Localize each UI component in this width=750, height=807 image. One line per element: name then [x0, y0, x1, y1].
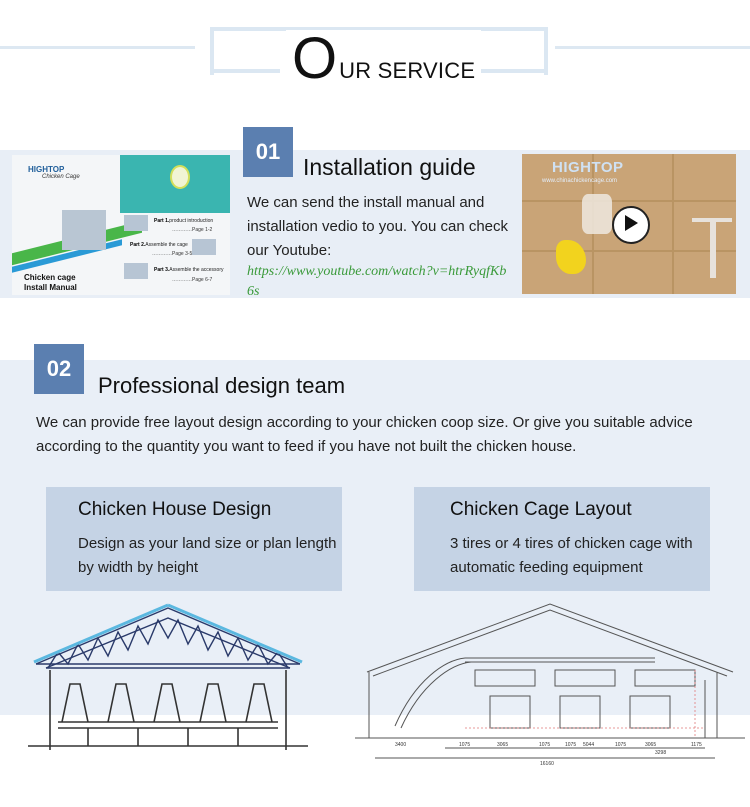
manual-title-line1: Chicken cage [24, 273, 76, 282]
dim-label: 3065 [497, 742, 509, 748]
section-title-install: Installation guide [303, 154, 476, 180]
header-rule-left [0, 46, 195, 49]
page-title-initial: O [292, 26, 338, 91]
cage-part-yellow [556, 240, 586, 274]
floor-grout [672, 154, 674, 294]
manual-title-line2: Install Manual [24, 283, 77, 292]
part3-page: …………Page 6-7 [172, 277, 213, 283]
section-number-01: 01 [243, 127, 293, 177]
floor-grout [522, 200, 736, 202]
part3-label: Part 3.Assemble the accessory [154, 267, 224, 273]
section-title-design: Professional design team [98, 373, 346, 398]
part1-image [124, 215, 148, 231]
card-title: Chicken Cage Layout [450, 499, 632, 520]
dim-label: 5044 [583, 742, 595, 748]
manual-brand: HIGHTOP [28, 165, 65, 174]
part2-image [192, 239, 216, 255]
play-icon [625, 215, 638, 231]
header-frame-bottom-right [478, 69, 544, 73]
page-title [286, 26, 481, 91]
section-install-text: We can send the install manual and installation vedio to you. You can check our Youtube: [247, 194, 509, 259]
card-text-line1: Design as your land size or plan length [78, 535, 337, 552]
dim-label: 1075 [615, 742, 627, 748]
part1-label: Part 1.product introduction [154, 218, 214, 224]
manual-subtitle: Chicken Cage [42, 174, 80, 180]
youtube-link[interactable]: https://www.youtube.com/watch?v=htrRyqfKb6s [247, 264, 507, 299]
part3-image [124, 263, 148, 279]
part2-page: …………Page 3-5 [152, 251, 193, 257]
card-chicken-house-design [46, 487, 342, 591]
dim-label: 1075 [459, 742, 471, 748]
install-video-thumbnail[interactable] [522, 154, 736, 294]
part1-page: …………Page 1-2 [172, 227, 213, 233]
page-title-rest: UR SERVICE [339, 58, 476, 83]
card-text-line2: automatic feeding equipment [450, 559, 643, 576]
video-brand: HIGHTOP [552, 159, 624, 176]
dim-label: 1075 [565, 742, 577, 748]
cage-part-white [582, 194, 612, 234]
cage-part-bar [692, 218, 732, 222]
dim-label: 3065 [645, 742, 657, 748]
card-text-line2: by width by height [78, 559, 199, 576]
card-text-line1: 3 tires or 4 tires of chicken cage with [450, 535, 693, 552]
chicken-house-diagram [28, 600, 308, 770]
lightbulb-icon [170, 165, 190, 189]
header-rule-right [555, 46, 750, 49]
part2-label: Part 2.Assemble the cage [130, 242, 188, 248]
dim-label: 1175 [691, 742, 702, 748]
floor-grout [522, 250, 736, 252]
card-title: Chicken House Design [78, 499, 272, 520]
install-manual-thumbnail [12, 155, 230, 295]
dim-label: 3400 [395, 742, 407, 748]
section-design-text: We can provide free layout design according to your chicken coop size. Or give you suitable advice according to the quantity you want to feed if you have not built the chicken house. [36, 414, 693, 455]
video-url: www.chinachickencage.com [542, 178, 618, 184]
dim-label: 16160 [540, 761, 554, 767]
cage-part-frame [710, 218, 716, 278]
dim-label: 1075 [539, 742, 551, 748]
header-frame-bottom-left [210, 69, 280, 73]
cage-image [62, 210, 106, 250]
section-number-02: 02 [34, 344, 84, 394]
card-chicken-cage-layout [414, 487, 710, 591]
dim-label: 3298 [655, 750, 667, 756]
chicken-cage-layout-diagram [355, 600, 745, 770]
